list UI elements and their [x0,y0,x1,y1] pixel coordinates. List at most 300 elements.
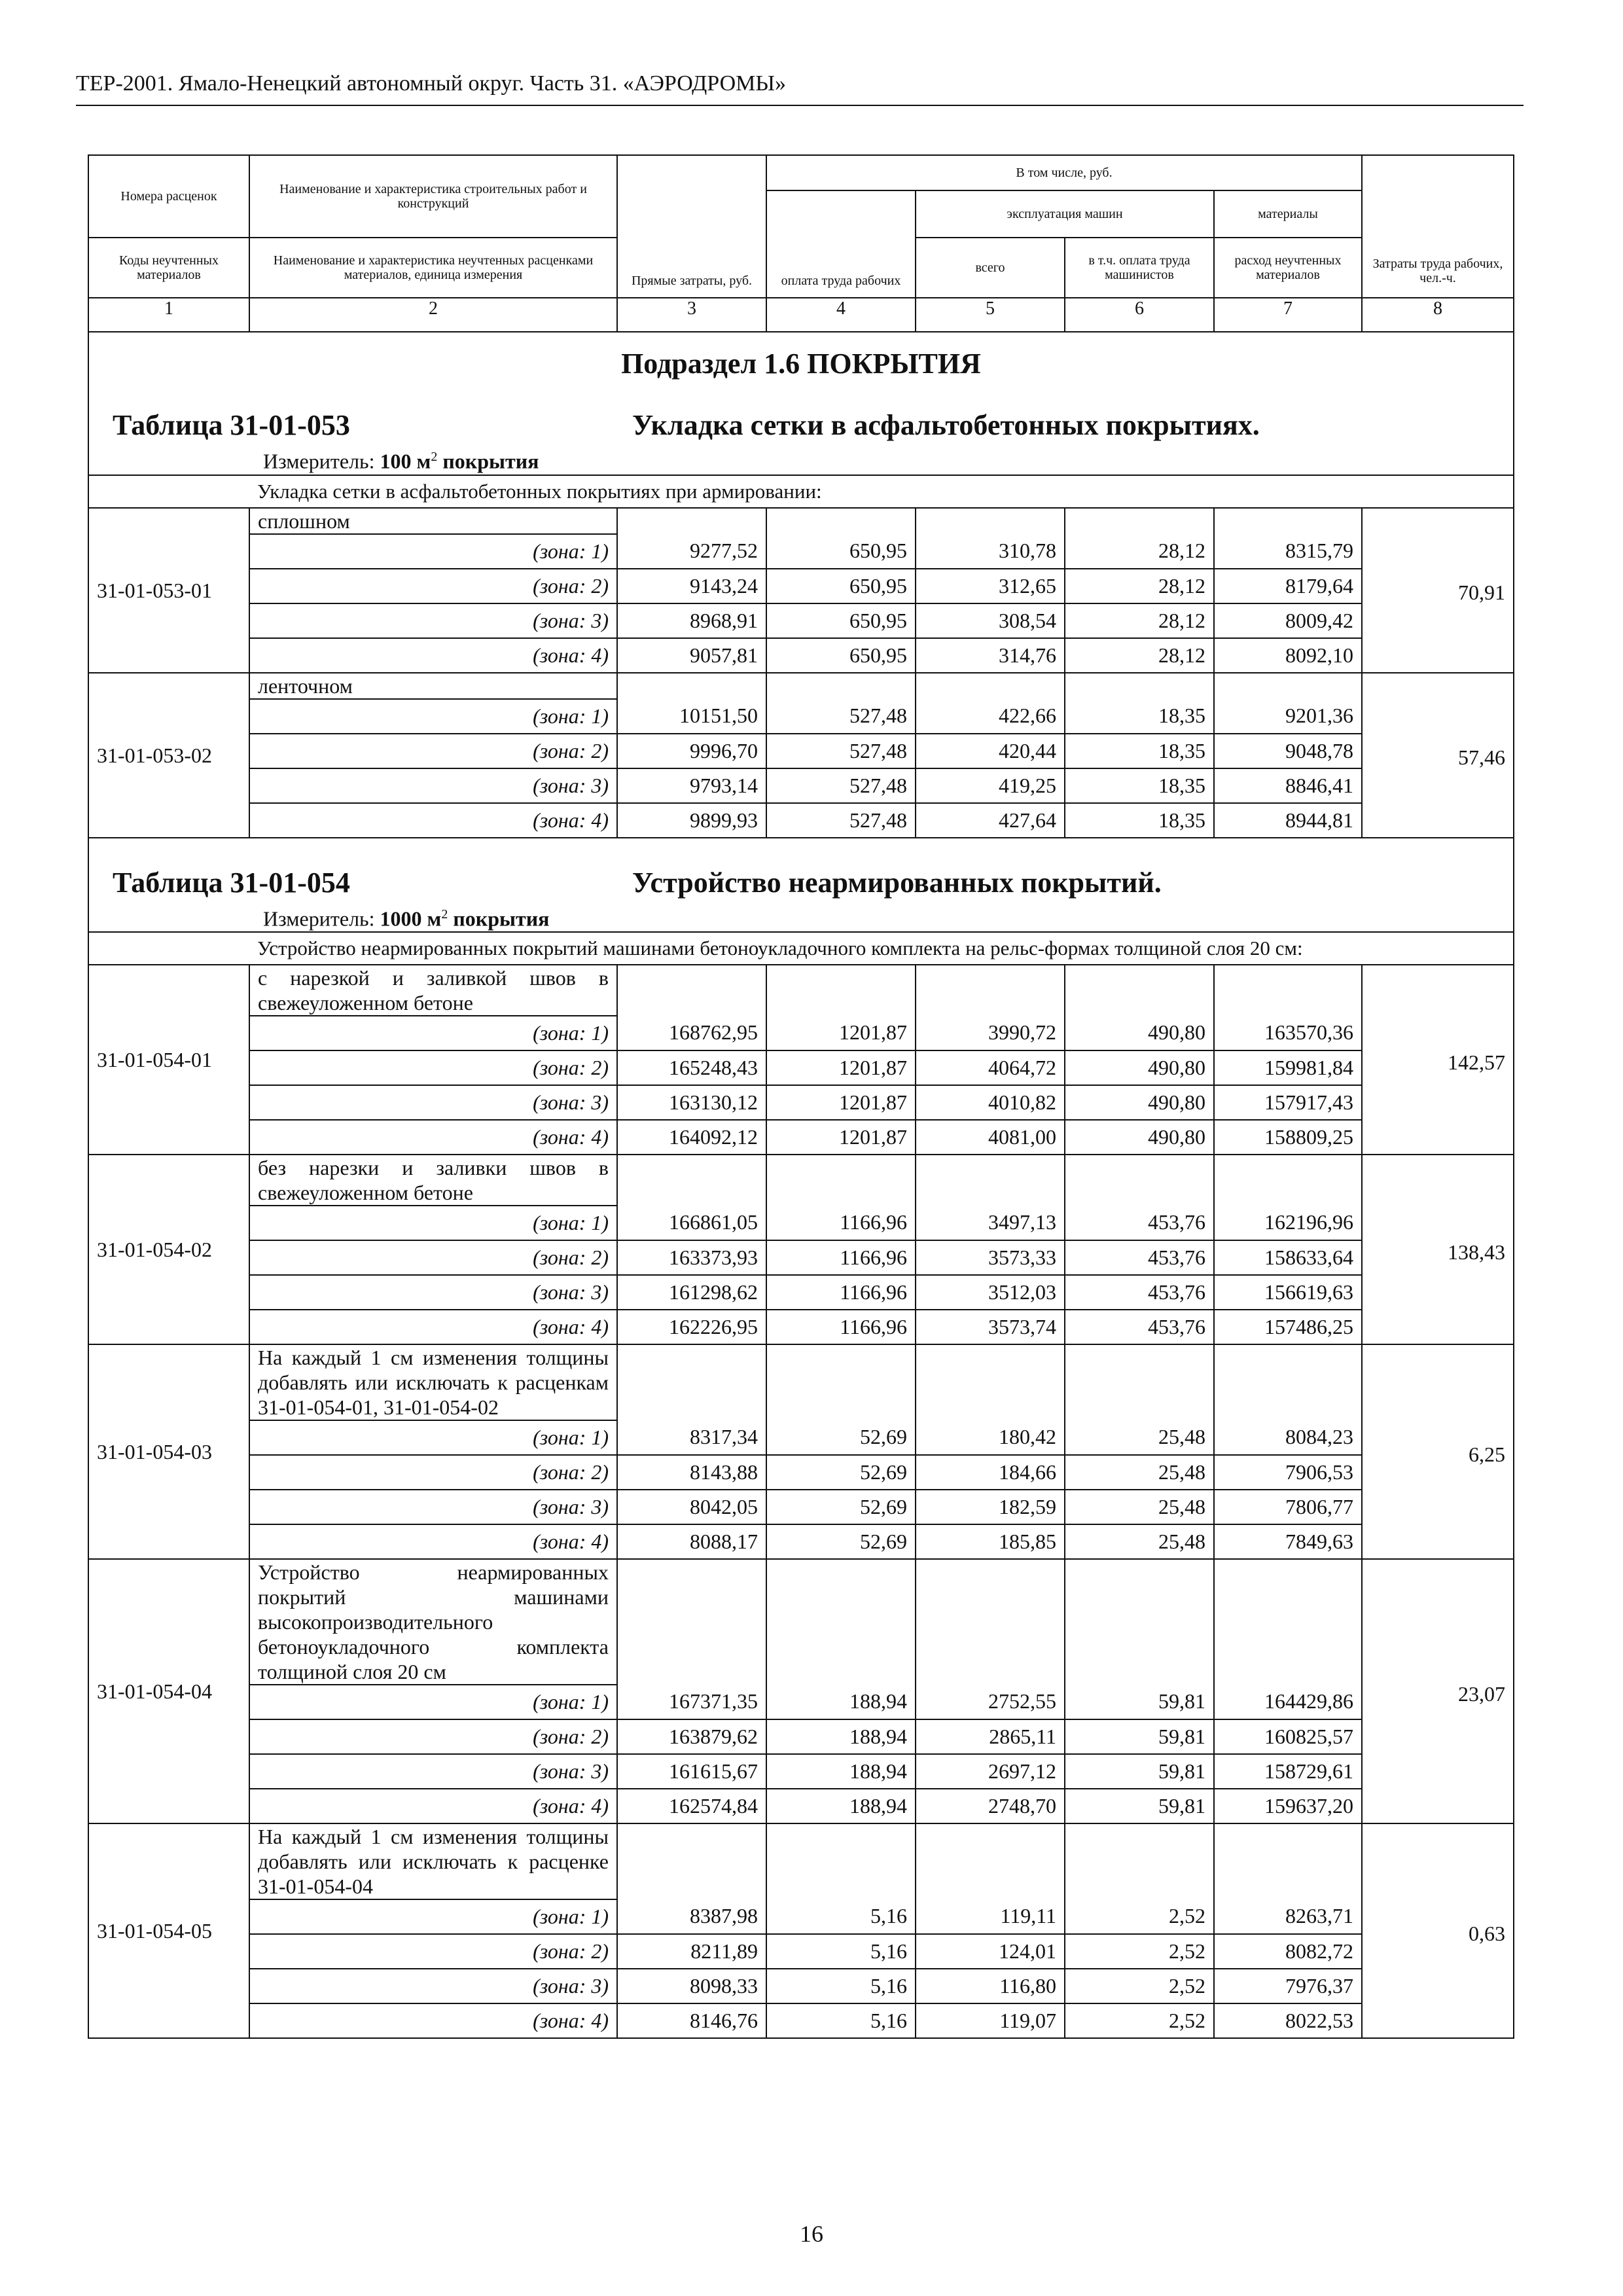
zone-label: (зона: 2) [249,1934,617,1969]
zone-row [88,1524,1514,1559]
direct-cost: 164092,12 [617,1120,766,1155]
rate-header-row [88,965,1514,1016]
machine-cost: 3573,74 [916,1310,1065,1344]
direct-cost: 10151,50 [617,699,766,734]
direct-cost: 8143,88 [617,1455,766,1490]
header-wage: оплата труда рабочих [766,190,916,298]
header-material-name: Наименование и характеристика неучтенных расценками материалов, единица измерения [249,238,617,298]
zone-label: (зона: 1) [249,1016,617,1050]
labor-cost: 0,63 [1362,1823,1514,2038]
rate-header-row [88,1155,1514,1206]
material-cost: 8179,64 [1214,569,1362,603]
zone-label: (зона: 2) [249,1719,617,1754]
empty-cell [617,965,766,1016]
worker-wage: 5,16 [766,1969,916,2003]
table-053-group-row [88,475,1514,508]
machine-cost: 182,59 [916,1490,1065,1524]
measure-superscript: 2 [441,906,448,922]
zone-label: (зона: 2) [249,1240,617,1275]
worker-wage: 1201,87 [766,1016,916,1050]
machinist-wage: 2,52 [1065,2003,1214,2038]
machinist-wage: 18,35 [1065,734,1214,768]
machine-cost: 2748,70 [916,1789,1065,1823]
rate-code: 31-01-053-01 [88,508,249,673]
rate-code: 31-01-054-05 [88,1823,249,2038]
material-cost: 9048,78 [1214,734,1362,768]
material-cost: 9201,36 [1214,699,1362,734]
zone-label: (зона: 2) [249,734,617,768]
zone-row [88,2003,1514,2038]
empty-cell [1065,1559,1214,1685]
zone-label: (зона: 3) [249,1969,617,2003]
rate-name: ленточном [249,673,617,699]
machine-cost: 119,07 [916,2003,1065,2038]
empty-cell [617,1823,766,1899]
rate-header-row [88,673,1514,699]
worker-wage: 188,94 [766,1719,916,1754]
worker-wage: 527,48 [766,803,916,838]
zone-label: (зона: 1) [249,1206,617,1240]
machine-cost: 185,85 [916,1524,1065,1559]
zone-row [88,1420,1514,1455]
zone-label: (зона: 3) [249,1275,617,1310]
zone-label: (зона: 3) [249,1085,617,1120]
material-cost: 157917,43 [1214,1085,1362,1120]
empty-cell [617,1155,766,1206]
measure-value: 100 м [380,449,431,473]
worker-wage: 527,48 [766,768,916,803]
machinist-wage: 490,80 [1065,1120,1214,1155]
empty-cell [617,673,766,699]
worker-wage: 1166,96 [766,1310,916,1344]
machinist-wage: 25,48 [1065,1455,1214,1490]
zone-label: (зона: 2) [249,1455,617,1490]
empty-cell [916,965,1065,1016]
rate-header-row [88,1823,1514,1899]
header-work-name: Наименование и характеристика строительных работ и конструкций [249,155,617,238]
empty-cell [1214,1344,1362,1420]
empty-cell [916,508,1065,534]
direct-cost: 9057,81 [617,638,766,673]
measure-unit: покрытия [442,449,539,473]
zone-label: (зона: 4) [249,1310,617,1344]
rates-table [88,154,1514,2038]
table-054-number: Таблица 31-01-054 [113,866,350,899]
zone-row [88,699,1514,734]
zone-row [88,1455,1514,1490]
column-number: 7 [1214,298,1362,332]
empty-cell [1065,1823,1214,1899]
direct-cost: 166861,05 [617,1206,766,1240]
worker-wage: 188,94 [766,1789,916,1823]
worker-wage: 188,94 [766,1754,916,1789]
machinist-wage: 28,12 [1065,638,1214,673]
direct-cost: 8211,89 [617,1934,766,1969]
empty-cell [1214,965,1362,1016]
material-cost: 159981,84 [1214,1050,1362,1085]
empty-cell [916,673,1065,699]
labor-cost: 142,57 [1362,965,1514,1155]
material-cost: 8944,81 [1214,803,1362,838]
empty-cell [916,1823,1065,1899]
worker-wage: 650,95 [766,638,916,673]
measure-superscript: 2 [431,450,438,464]
table-053-group-title: Укладка сетки в асфальтобетонных покрытиях при армировании: [249,475,1514,508]
material-cost: 7849,63 [1214,1524,1362,1559]
material-cost: 8263,71 [1214,1899,1362,1934]
material-cost: 158809,25 [1214,1120,1362,1155]
empty-cell [1065,965,1214,1016]
worker-wage: 52,69 [766,1455,916,1490]
zone-row [88,1719,1514,1754]
table-054-group-title: Устройство неармированных покрытий машинами бетоноукладочного комплекта на рельс-формах толщиной слоя 20 см: [249,932,1514,965]
material-cost: 160825,57 [1214,1719,1362,1754]
machinist-wage: 28,12 [1065,603,1214,638]
zone-row [88,638,1514,673]
zone-label: (зона: 3) [249,1490,617,1524]
zone-row [88,569,1514,603]
machine-cost: 2697,12 [916,1754,1065,1789]
zone-label: (зона: 2) [249,569,617,603]
worker-wage: 188,94 [766,1685,916,1719]
empty-cell [1214,1823,1362,1899]
machine-cost: 4081,00 [916,1120,1065,1155]
empty-cell [916,1155,1065,1206]
machinist-wage: 18,35 [1065,803,1214,838]
measure-value: 1000 м [380,906,442,931]
zone-label: (зона: 3) [249,1754,617,1789]
empty-cell [916,1344,1065,1420]
machine-cost: 3497,13 [916,1206,1065,1240]
rate-name: Устройство неармированных покрытий машинами высокопроизводительного бетоноукладочного комплекта толщиной слоя 20 см [249,1559,617,1685]
empty-cell [916,1559,1065,1685]
zone-row [88,1490,1514,1524]
zone-label: (зона: 4) [249,1524,617,1559]
zone-row [88,803,1514,838]
zone-label: (зона: 3) [249,768,617,803]
running-header: ТЕР-2001. Ямало-Ненецкий автономный округ. Часть 31. «АЭРОДРОМЫ» [76,71,787,96]
zone-row [88,1206,1514,1240]
machine-cost: 4064,72 [916,1050,1065,1085]
machinist-wage: 2,52 [1065,1899,1214,1934]
direct-cost: 9277,52 [617,534,766,569]
header-direct-costs: Прямые затраты, руб. [617,155,766,298]
direct-cost: 8146,76 [617,2003,766,2038]
machine-cost: 3512,03 [916,1275,1065,1310]
machinist-wage: 25,48 [1065,1420,1214,1455]
machine-cost: 308,54 [916,603,1065,638]
machine-cost: 310,78 [916,534,1065,569]
direct-cost: 163130,12 [617,1085,766,1120]
rate-header-row [88,1559,1514,1685]
empty-cell [617,508,766,534]
worker-wage: 527,48 [766,699,916,734]
subsection-row [88,332,1514,475]
direct-cost: 161615,67 [617,1754,766,1789]
machinist-wage: 59,81 [1065,1789,1214,1823]
material-cost: 7976,37 [1214,1969,1362,2003]
header-materials: материалы [1214,190,1362,238]
table-054-measure [97,901,1505,932]
rate-code: 31-01-054-01 [88,965,249,1155]
machinist-wage: 18,35 [1065,768,1214,803]
material-cost: 8846,41 [1214,768,1362,803]
empty-cell [1214,508,1362,534]
direct-cost: 163373,93 [617,1240,766,1275]
zone-label: (зона: 4) [249,1789,617,1823]
worker-wage: 1166,96 [766,1275,916,1310]
direct-cost: 165248,43 [617,1050,766,1085]
column-numbers-row [88,298,1514,332]
header-machines-total: всего [916,238,1065,298]
zone-row [88,1754,1514,1789]
machine-cost: 3573,33 [916,1240,1065,1275]
machinist-wage: 490,80 [1065,1016,1214,1050]
labor-cost: 6,25 [1362,1344,1514,1559]
direct-cost: 168762,95 [617,1016,766,1050]
direct-cost: 9793,14 [617,768,766,803]
machinist-wage: 28,12 [1065,569,1214,603]
worker-wage: 5,16 [766,2003,916,2038]
material-cost: 156619,63 [1214,1275,1362,1310]
machine-cost: 422,66 [916,699,1065,734]
empty-cell [1214,1559,1362,1685]
zone-row [88,603,1514,638]
material-cost: 159637,20 [1214,1789,1362,1823]
worker-wage: 650,95 [766,603,916,638]
machinist-wage: 453,76 [1065,1275,1214,1310]
empty-cell [766,1344,916,1420]
material-cost: 158633,64 [1214,1240,1362,1275]
direct-cost: 8387,98 [617,1899,766,1934]
rate-code: 31-01-054-02 [88,1155,249,1344]
material-cost: 8009,42 [1214,603,1362,638]
column-number: 5 [916,298,1065,332]
zone-row [88,1310,1514,1344]
zone-label: (зона: 1) [249,534,617,569]
zone-row [88,1275,1514,1310]
worker-wage: 1166,96 [766,1240,916,1275]
material-cost: 8092,10 [1214,638,1362,673]
zone-row [88,734,1514,768]
machine-cost: 314,76 [916,638,1065,673]
worker-wage: 52,69 [766,1490,916,1524]
machinist-wage: 453,76 [1065,1310,1214,1344]
worker-wage: 1201,87 [766,1085,916,1120]
table-054-title: Устройство неармированных покрытий. [632,866,1162,899]
material-cost: 8082,72 [1214,1934,1362,1969]
rate-name: сплошном [249,508,617,534]
direct-cost: 8088,17 [617,1524,766,1559]
header-including: В том числе, руб. [766,155,1362,190]
column-number: 6 [1065,298,1214,332]
measure-label: Измеритель: [263,449,375,473]
empty-cell [766,1559,916,1685]
direct-cost: 8968,91 [617,603,766,638]
zone-label: (зона: 1) [249,1420,617,1455]
table-054-heading-row [88,838,1514,933]
worker-wage: 1166,96 [766,1206,916,1240]
labor-cost: 138,43 [1362,1155,1514,1344]
table-054-heading [97,865,1505,901]
zone-label: (зона: 4) [249,1120,617,1155]
zone-row [88,1685,1514,1719]
zone-row [88,1969,1514,2003]
zone-label: (зона: 4) [249,2003,617,2038]
direct-cost: 8317,34 [617,1420,766,1455]
direct-cost: 8098,33 [617,1969,766,2003]
labor-cost: 23,07 [1362,1559,1514,1823]
machine-cost: 4010,82 [916,1085,1065,1120]
zone-label: (зона: 1) [249,1899,617,1934]
empty-cell [1065,673,1214,699]
zone-label: (зона: 1) [249,699,617,734]
rate-name: без нарезки и заливки швов в свежеуложенном бетоне [249,1155,617,1206]
machine-cost: 116,80 [916,1969,1065,2003]
labor-cost: 70,91 [1362,508,1514,673]
direct-cost: 167371,35 [617,1685,766,1719]
machinist-wage: 59,81 [1065,1719,1214,1754]
material-cost: 7906,53 [1214,1455,1362,1490]
machinist-wage: 59,81 [1065,1754,1214,1789]
machinist-wage: 25,48 [1065,1490,1214,1524]
rate-code: 31-01-053-02 [88,673,249,838]
table-053-measure [97,444,1505,475]
direct-cost: 162226,95 [617,1310,766,1344]
zone-row [88,1085,1514,1120]
direct-cost: 9143,24 [617,569,766,603]
material-cost: 163570,36 [1214,1016,1362,1050]
zone-row [88,1934,1514,1969]
empty-cell [1214,673,1362,699]
zone-row [88,1240,1514,1275]
labor-cost: 57,46 [1362,673,1514,838]
machinist-wage: 2,52 [1065,1934,1214,1969]
zone-label: (зона: 1) [249,1685,617,1719]
header-labor: Затраты труда рабочих, чел.-ч. [1362,155,1514,298]
worker-wage: 5,16 [766,1934,916,1969]
machine-cost: 124,01 [916,1934,1065,1969]
measure-unit: покрытия [453,906,550,931]
material-cost: 8084,23 [1214,1420,1362,1455]
column-number: 8 [1362,298,1514,332]
column-number: 2 [249,298,617,332]
header-material-consumption: расход неучтенных материалов [1214,238,1362,298]
direct-cost: 162574,84 [617,1789,766,1823]
machinist-wage: 25,48 [1065,1524,1214,1559]
machinist-wage: 28,12 [1065,534,1214,569]
table-053-title: Укладка сетки в асфальтобетонных покрытиях. [632,409,1260,441]
empty-cell [766,673,916,699]
worker-wage: 1201,87 [766,1050,916,1085]
zone-row [88,1899,1514,1934]
material-cost: 158729,61 [1214,1754,1362,1789]
worker-wage: 5,16 [766,1899,916,1934]
zone-row [88,534,1514,569]
machine-cost: 427,64 [916,803,1065,838]
empty-cell [766,508,916,534]
header-material-codes: Коды неучтенных материалов [88,238,249,298]
rate-name: На каждый 1 см изменения толщины добавлять или исключать к расценкам 31-01-054-01, 31-01-054-02 [249,1344,617,1420]
zone-row [88,1016,1514,1050]
rate-header-row [88,1344,1514,1420]
worker-wage: 52,69 [766,1524,916,1559]
machinist-wage: 490,80 [1065,1085,1214,1120]
zone-label: (зона: 4) [249,803,617,838]
direct-cost: 161298,62 [617,1275,766,1310]
machinist-wage: 453,76 [1065,1240,1214,1275]
zone-label: (зона: 4) [249,638,617,673]
direct-cost: 8042,05 [617,1490,766,1524]
header-rule [76,105,1524,106]
material-cost: 8022,53 [1214,2003,1362,2038]
material-cost: 162196,96 [1214,1206,1362,1240]
empty-cell [766,965,916,1016]
header-machines: эксплуатация машин [916,190,1214,238]
worker-wage: 650,95 [766,569,916,603]
zone-row [88,1050,1514,1085]
rate-code: 31-01-054-04 [88,1559,249,1823]
table-053-number: Таблица 31-01-053 [113,409,350,441]
machinist-wage: 18,35 [1065,699,1214,734]
empty-cell [1214,1155,1362,1206]
worker-wage: 52,69 [766,1420,916,1455]
measure-label: Измеритель: [263,906,375,931]
machine-cost: 2865,11 [916,1719,1065,1754]
machine-cost: 119,11 [916,1899,1065,1934]
machinist-wage: 453,76 [1065,1206,1214,1240]
empty-cell [617,1344,766,1420]
direct-cost: 9996,70 [617,734,766,768]
worker-wage: 1201,87 [766,1120,916,1155]
empty-cell [1065,1344,1214,1420]
machinist-wage: 59,81 [1065,1685,1214,1719]
machine-cost: 419,25 [916,768,1065,803]
empty-cell [766,1155,916,1206]
table-053-heading [97,407,1505,444]
zone-row [88,1120,1514,1155]
empty-cell [1065,508,1214,534]
zone-label: (зона: 3) [249,603,617,638]
empty-cell [766,1823,916,1899]
machinist-wage: 2,52 [1065,1969,1214,2003]
machine-cost: 312,65 [916,569,1065,603]
direct-cost: 9899,93 [617,803,766,838]
machine-cost: 420,44 [916,734,1065,768]
column-number: 4 [766,298,916,332]
rate-code: 31-01-054-03 [88,1344,249,1559]
header-machinist-wage: в т.ч. оплата труда машинистов [1065,238,1214,298]
worker-wage: 650,95 [766,534,916,569]
material-cost: 157486,25 [1214,1310,1362,1344]
subsection-title: Подраздел 1.6 ПОКРЫТИЯ [621,348,981,380]
empty-cell [617,1559,766,1685]
zone-label: (зона: 2) [249,1050,617,1085]
table-054-group-row [88,932,1514,965]
rate-name: с нарезкой и заливкой швов в свежеуложенном бетоне [249,965,617,1016]
material-cost: 7806,77 [1214,1490,1362,1524]
machinist-wage: 490,80 [1065,1050,1214,1085]
material-cost: 164429,86 [1214,1685,1362,1719]
rate-name: На каждый 1 см изменения толщины добавлять или исключать к расценке 31-01-054-04 [249,1823,617,1899]
rate-header-row [88,508,1514,534]
machine-cost: 3990,72 [916,1016,1065,1050]
material-cost: 8315,79 [1214,534,1362,569]
worker-wage: 527,48 [766,734,916,768]
zone-row [88,1789,1514,1823]
zone-row [88,768,1514,803]
column-number: 1 [88,298,249,332]
